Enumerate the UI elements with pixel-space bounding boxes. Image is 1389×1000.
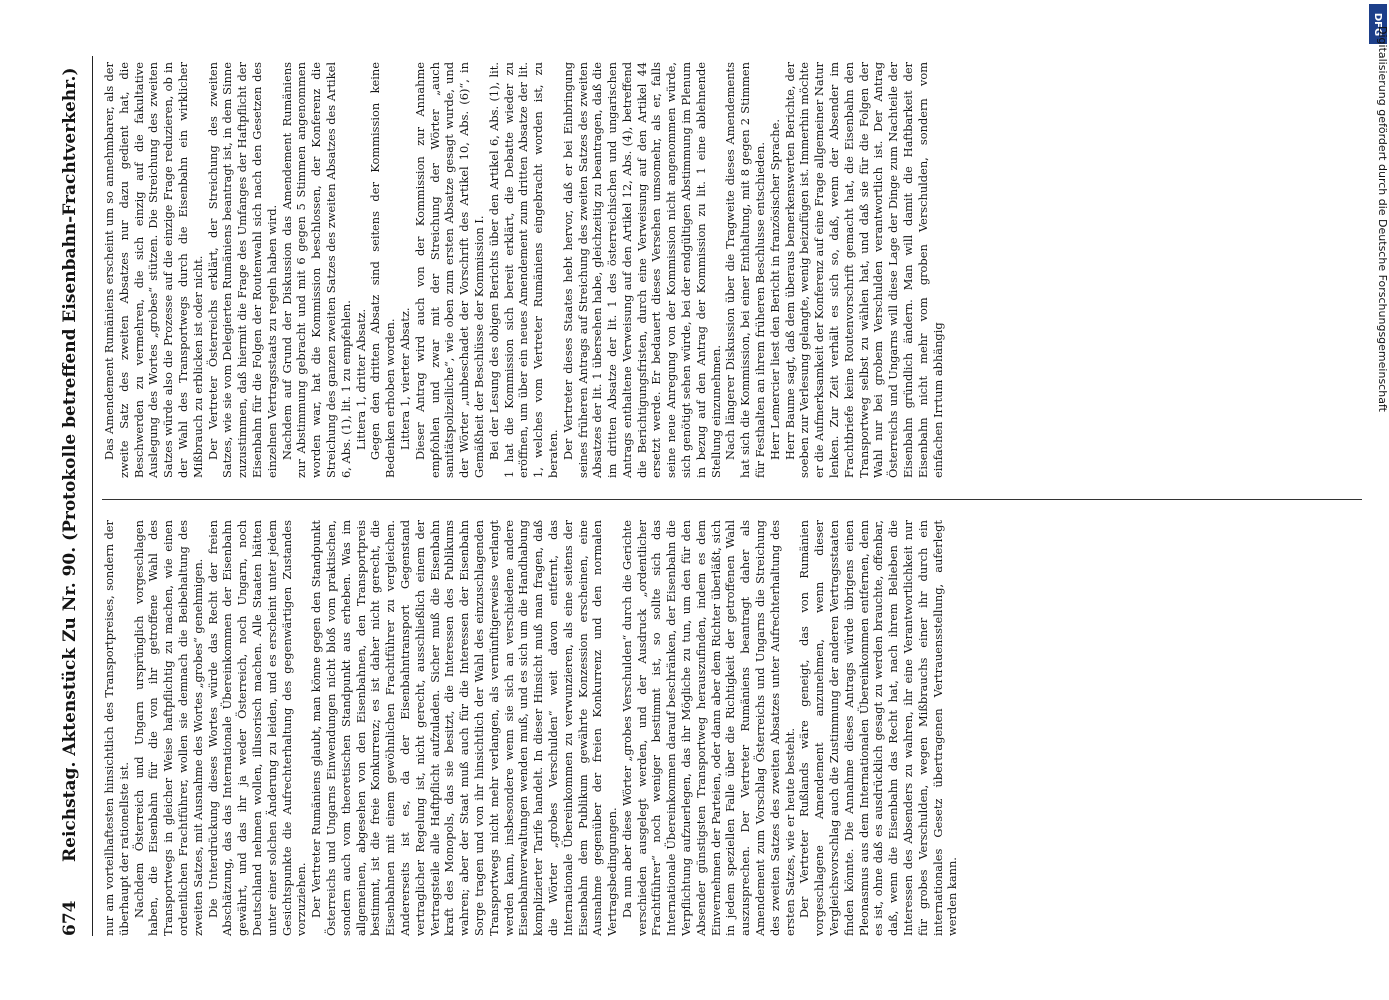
right-paragraph: Der Vertreter dieses Staates hebt hervor, daß er bei Einbringung seines früheren Antrags auf Streichung des zweiten Satzes des zweiten Absatzes der lit. 1 übersehen habe, gleichzeitig zu beantragen, daß die im dritten Absatze der lit. 1 des österreichischen und ungarischen Antrags enthaltene Verweisung auf den Artikel 12, Abs. (4), betreffend die Berichtigungsfristen, durch eine Verweisung auf den Artikel 44 ersetzt werde. Er bedauert dieses Versehen umsomehr, als er, falls seine neue Anregung von der Kommission nicht angenommen würde, sich genötigt sehen würde, bei der endgültigen Abstimmung im Plenum in bezug auf den Antrag der Kommission zu lit. 1 eine ablehnende Stellung einzunehmen. xyxy=(560,62,723,478)
digitization-credit: Digitalisierung gefördert durch die Deutsche Forschungsgemeinschaft xyxy=(1376,26,1389,412)
header-rule xyxy=(92,56,93,936)
right-paragraph: Nachdem auf Grund der Diskussion das Amendement Rumäniens zur Abstimmung gebracht und mit 6 gegen 5 Stimmen angenommen worden war, hat die Kommission beschlossen, der Konferenz die Streichung des ganzen zweiten Satzes des zweiten Absatzes des Artikel 6, Abs. (1), lit. 1 zu empfehlen. xyxy=(279,62,353,478)
column-divider xyxy=(102,499,1362,500)
left-paragraph: Der Vertreter Rumäniens glaubt, man könne gegen den Standpunkt Österreichs und Ungarns Einwendungen nicht bloß vom praktischen, sondern auch vom theoretischen Standpunkt aus erheben. Was im allgemeinen, abgesehen von den Eisenbahnen, den Transportpreis bestimmt, ist die freie Konkurrenz; es ist daher nicht gerecht, die Eisenbahnen mit einem gewöhnlichen Frachtführer zu vergleichen. Andererseits ist es, da der Eisenbahntransport Gegenstand vertraglicher Regelung ist, nicht gerecht, ausschließlich einem der Vertragsteile alle Haftpflicht aufzuladen. Sicher muß die Eisenbahn kraft des Monopols, das sie besitzt, die Interessen des Publikums wahren; aber der Staat muß auch für die Interessen der Eisenbahn Sorge tragen und von ihr hinsichtlich der Wahl des einzuschlagenden Transportwegs nicht mehr verlangen, als vernünftigerweise verlangt werden kann, insbesondere wenn sie sich an verschiedene andere Eisenbahnverwaltungen wenden muß, und es sich um die Handhabung komplizierter Tarife handelt. In dieser Hinsicht muß man fragen, daß die Wörter „grobes Verschulden“ weit davon entfernt, das Internationale Übereinkommen zu verwunzieren, als eine seitens der Eisenbahn dem Publikum gewährte Konzession erscheinen, eine Ausnahme gegenüber der freien Konkurrenz und den normalen Vertragsbedingungen. xyxy=(309,520,620,936)
right-paragraph: Herr Baume sagt, daß dem überaus bemerkenswerten Berichte, der soeben zur Verlesung gelangte, wenig beizufügen ist. Immerhin möchte er die Aufmerksamkeit der Konferenz auf eine Frage allgemeiner Natur lenken. Zur Zeit verhält es sich so, daß, wenn der Absender im Frachtbriefe keine Routenvorschrift gemacht hat, die Eisenbahn den Transportweg selbst zu wählen hat, und daß sie für die Folgen der Wahl nur bei grobem Verschulden verantwortlich ist. Der Antrag Österreichs und Ungarns will diese Lage der Dinge zum Nachteile der Eisenbahn gründlich ändern. Man will damit die Haftbarkeit der Eisenbahn nicht mehr vom groben Verschulden, sondern vom einfachen Irrtum abhängig xyxy=(782,62,945,478)
page-header xyxy=(58,56,88,936)
right-paragraph: Bei der Lesung des obigen Berichts über den Artikel 6, Abs. (1), lit. 1 hat die Kommission sich bereit erklärt, die Debatte wieder zu eröffnen, um über ein neues Amendement zum dritten Absatze der lit. 1, welches vom Vertreter Rumäniens eingebracht worden ist, zu beraten. xyxy=(486,62,560,478)
left-paragraph: Die Unterdrückung dieses Wortes würde das Recht der freien Abschätzung, das das Internationale Übereinkommen der Eisenbahn gewährt, und das ihr ja weder Österreich, noch Ungarn, noch Deutschland nehmen wollen, illusorisch machen. Alle Staaten hätten unter einer solchen Änderung zu leiden, und es erscheint unter jedem Gesichtspunkte die Aufrechterhaltung des gegenwärtigen Zustandes vorzuziehen. xyxy=(205,520,309,936)
left-paragraph: Nachdem Österreich und Ungarn ursprünglich vorgeschlagen haben, die Eisenbahn für die von ihr getroffene Wahl des Transportwegs in gleicher Weise haftpflichtig zu machen, wie einen ordentlichen Frachtführer, wollen sie demnach die Beibehaltung des zweiten Satzes, mit Ausnahme des Wortes „grobes“ genehmigen. xyxy=(131,520,205,936)
dfg-logo-text: DFG xyxy=(1372,12,1384,36)
section-heading: Littera 1, vierter Absatz. xyxy=(397,307,412,450)
section-heading: Littera 1, dritter Absatz. xyxy=(353,308,368,450)
left-paragraph: Der Vertreter Rußlands wäre geneigt, das von Rumänien vorgeschlagene Amendement anzunehmen, wenn dieser Vergleichsvorschlag auch die Zustimmung der anderen Vertragsstaaten finden könnte. Die Annahme dieses Antrags würde übrigens einen Pleonasmus aus dem Internationalen Übereinkommen entfernen, denn es ist, ohne daß es ausdrücklich gesagt zu werden brauchte, offenbar, daß, wenn die Eisenbahn das Recht hat, nach ihrem Belieben die Interessen des Absenders zu wahren, ihr eine Verantwortlichkeit nur für grobes Verschulden, wegen Mißbrauchs einer ihr durch ein internationales Gesetz übertragenen Vertrauensstellung, auferlegt werden kann. xyxy=(797,520,960,936)
right-paragraph: Der Vertreter Österreichs erklärt, der Streichung des zweiten Satzes, wie sie vom Delegierten Rumäniens beantragt ist, in dem Sinne zuzustimmen, daß hiermit die Frage des Umfanges der Haftpflicht der Eisenbahn für die Folgen der Routenwahl sich nach den Gesetzen des einzelnen Vertragsstaats zu regeln haben wird. xyxy=(205,62,279,478)
right-paragraph: Dieser Antrag wird auch von der Kommission zur Annahme empfohlen und zwar mit der Streichung der Wörter „auch sanitätspolizeiliche“, wie oben zum ersten Absatze gesagt wurde, und der Wörter „unbeschadet der Vorschrift des Artikel 10, Abs. (6)“, in Gemäßheit der Beschlüsse der Kommission I. xyxy=(412,62,486,478)
right-text-column xyxy=(102,62,945,478)
right-paragraph: Herr Lemercier liest den Bericht in französischer Sprache. xyxy=(767,119,782,460)
right-paragraph: Gegen den dritten Absatz sind seitens der Kommission keine Bedenken erhoben worden. xyxy=(368,62,398,478)
left-paragraph: nur am vorteilhaftesten hinsichtlich des Transportpreises, sondern der überhaupt der rationellste ist. xyxy=(102,520,131,936)
right-paragraph: Nach längerer Diskussion über die Tragweite dieses Amendements hat sich die Kommission, bei einer Enthaltung, mit 8 gegen 2 Stimmen für Festhalten an ihrem früheren Beschlusse entschieden. xyxy=(723,62,768,478)
right-paragraph: Das Amendement Rumäniens erscheint um so annehmbarer, als der zweite Satz des zweiten Absatzes nur dazu gedient hat, die Beschwerden zu vermehren, die sich einzig auf die fakultative Auslegung des Wortes „grobes“ stützen. Die Streichung des zweiten Satzes würde also die Prozesse auf die einzige Frage reduzieren, ob in der Wahl des Transportwegs durch die Eisenbahn ein wirklicher Mißbrauch zu erblicken ist oder nicht. xyxy=(102,62,205,478)
left-paragraph: Da nun aber diese Wörter „grobes Verschulden“ durch die Gerichte verschieden ausgelegt werden, und der Ausdruck „ordentlicher Frachtführer“ noch weniger bestimmt ist, so sollte sich das Internationale Übereinkommen darauf beschränken, der Eisenbahn die Verpflichtung aufzuerlegen, das ihr Mögliche zu tun, um den für den Absender günstigsten Transportweg herauszufinden, indem es dem Einvernehmen der Parteien, oder dann aber dem Richter überläßt, sich in jedem speziellen Falle über die Richtigkeit der getroffenen Wahl auszusprechen. Der Vertreter Rumäniens beantragt daher als Amendement zum Vorschlag Österreichs und Ungarns die Streichung des zweiten Satzes des zweiten Absatzes unter Aufrechterhaltung des ersten Satzes, wie er heute besteht. xyxy=(619,520,797,936)
page-number: 674 xyxy=(60,900,80,936)
running-title: Reichstag. Aktenstück Zu Nr. 90. (Protokolle betreffend Eisenbahn-Frachtverkehr.) xyxy=(60,67,80,862)
left-text-column xyxy=(102,520,960,936)
rotated-document-page xyxy=(58,56,1368,936)
